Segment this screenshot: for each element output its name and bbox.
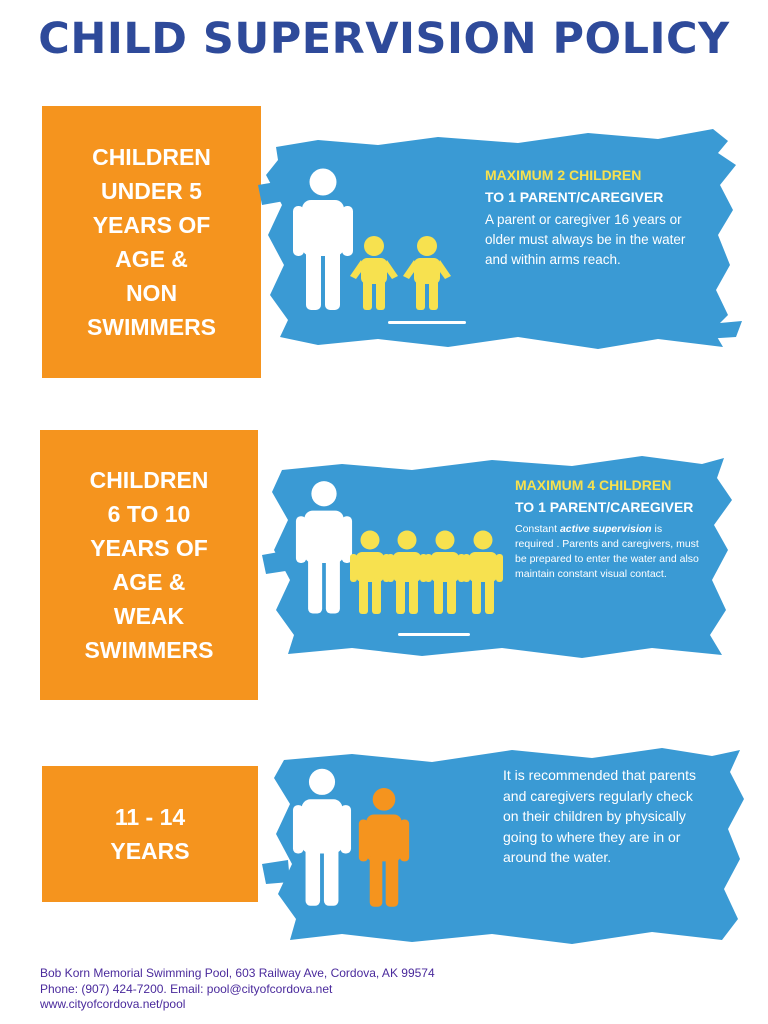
adult-icon [292, 168, 354, 312]
divider-line [398, 633, 470, 636]
section-description [515, 522, 701, 582]
age-group-box-6-to-10 [40, 430, 258, 700]
age-group-line: YEARS OF [90, 535, 208, 561]
section-description: It is recommended that parents and caregivers regularly check on their children by physically going to where they are in or around the water. [503, 767, 696, 865]
description-text: Constant [515, 523, 560, 535]
description-emphasis: active supervision [559, 523, 652, 535]
footer-contact [40, 966, 435, 1013]
age-group-line: SWIMMERS [84, 637, 214, 663]
age-group-line: WEAK [113, 603, 185, 629]
max-children-label: MAXIMUM 2 CHILDREN [485, 167, 642, 183]
age-group-line: YEARS [110, 838, 190, 864]
age-group-line: NON [125, 280, 178, 306]
age-group-line: AGE & [115, 246, 188, 272]
divider-line [388, 321, 466, 324]
footer-phone-email: Phone: (907) 424-7200. Email: pool@cityofcordova.net [40, 981, 333, 996]
age-group-line: SWIMMERS [86, 314, 217, 340]
section-info [485, 164, 695, 270]
child-icon [401, 236, 453, 310]
section-description: A parent or caregiver 16 years or older must always be in the water and within arms reach. [485, 212, 686, 267]
footer-address: Bob Korn Memorial Swimming Pool, 603 Railway Ave, Cordova, AK 99574 [40, 966, 435, 980]
child-icon [348, 236, 400, 310]
child-icon [350, 530, 390, 614]
age-group-line: CHILDREN [92, 144, 211, 170]
age-group-line: 11 - 14 [114, 804, 186, 830]
footer-website: www.cityofcordova.net/pool [40, 997, 186, 1011]
description-text: is required . Parents and caregivers, must be prepared to enter the water and also maintain constant visual contact. [515, 523, 699, 580]
adult-icon [295, 478, 353, 618]
teen-icon [358, 786, 410, 910]
page-title: CHILD SUPERVISION POLICY [38, 14, 730, 64]
age-group-line: AGE & [112, 569, 186, 595]
age-group-box-11-to-14 [42, 766, 258, 902]
age-group-line: 6 TO 10 [107, 501, 191, 527]
ratio-label: TO 1 PARENT/CAREGIVER [485, 189, 664, 205]
child-icon [425, 530, 465, 614]
age-group-line: YEARS OF [92, 212, 211, 238]
ratio-label: TO 1 PARENT/CAREGIVER [515, 499, 694, 515]
age-group-line: CHILDREN [89, 467, 209, 493]
adult-icon [292, 766, 352, 910]
age-group-box-under-5 [42, 106, 261, 378]
section-info [515, 474, 701, 582]
age-group-line: UNDER 5 [101, 178, 202, 204]
section-info [503, 765, 703, 868]
child-icon [387, 530, 427, 614]
child-icon [463, 530, 503, 614]
max-children-label: MAXIMUM 4 CHILDREN [515, 477, 672, 493]
